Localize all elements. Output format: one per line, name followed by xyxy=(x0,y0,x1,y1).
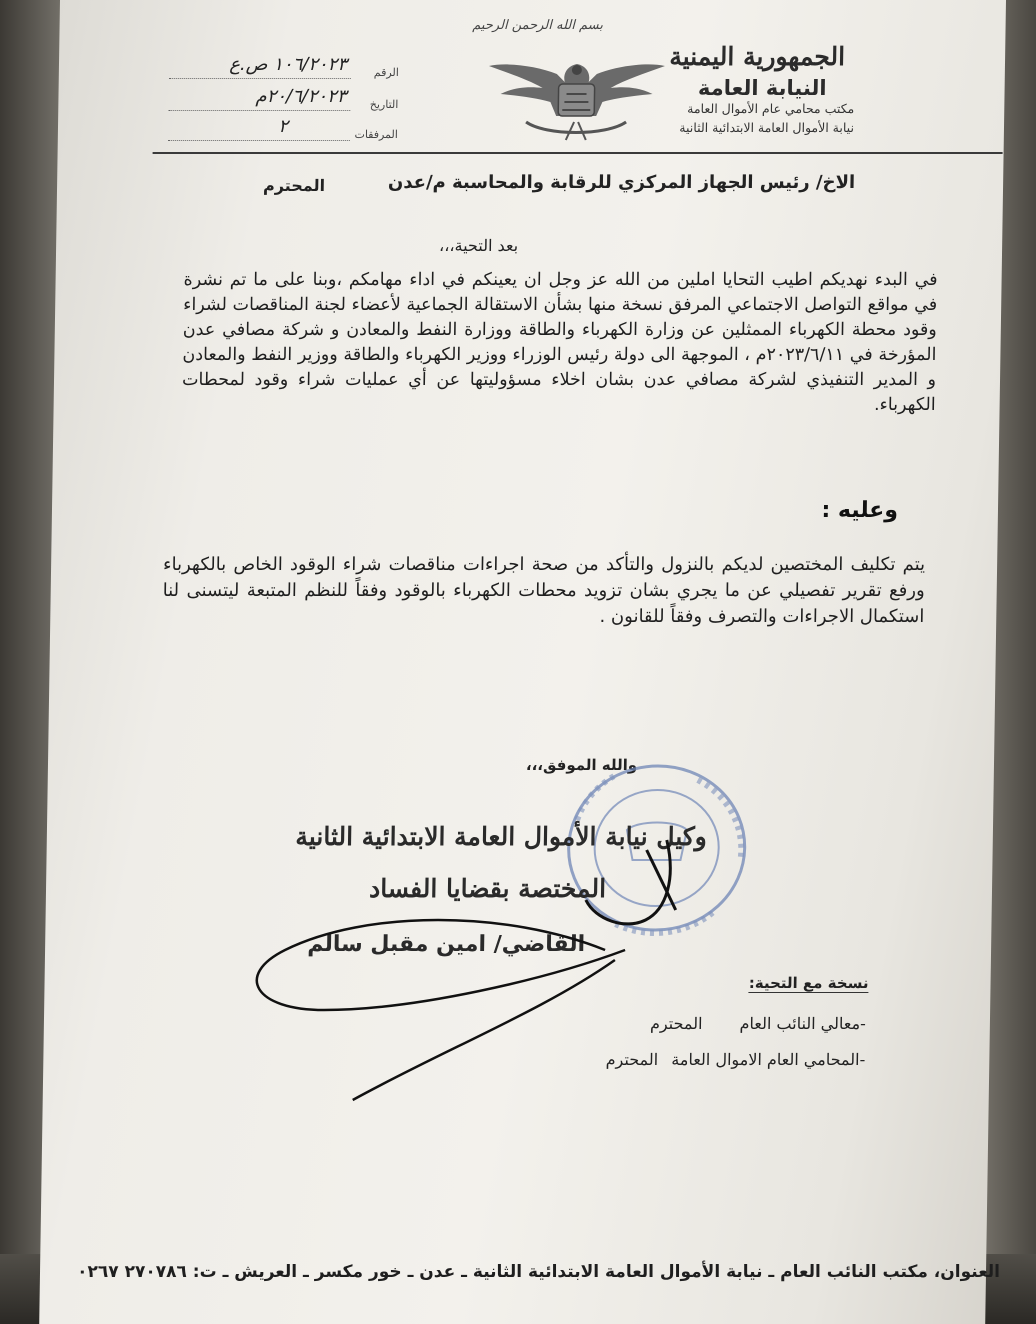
copies-heading: نسخة مع التحية: xyxy=(748,974,869,992)
paragraph-2: يتم تكليف المختصين لديكم بالنزول والتأكد من صحة اجراءات مناقصات شراء الوقود الخاص بالكهرباء ورفع تقرير تفصيلي عن ما يجري بشان تزويد محطات الكهرباء بالوقود وفقاً للنظم المتبعة ليتسنى لنا استكمال الاجراءات والتصرف وفقاً للقانون . xyxy=(162,554,926,627)
signature-title-line: وكيل نيابة الأموال العامة الابتدائية الثانية xyxy=(295,822,708,851)
meta-date-row xyxy=(168,86,399,116)
meta-attachments-line xyxy=(168,140,350,141)
meta-number-row xyxy=(169,54,399,84)
meta-attachments-label: المرفقات xyxy=(354,128,398,141)
signature-specialty-line: المختصة بقضايا الفساد xyxy=(368,874,607,903)
letter-paper xyxy=(39,0,1006,1324)
paragraph-1: في البدء نهديكم اطيب التحايا املين من الله عز وجل ان يعينكم في اداء مهامكم ،وبنا على ما تم نشرة في مواقع التواصل الاجتماعي المرفق نسخة منها بشأن الاستقالة الجماعية لأعضاء لجنة المناقصات لشراء وقود محطة الكهرباء الممثلين عن وزارة الكهرباء والطاقة ووزارة النفط والمعادن و شركة مصافي عدن المؤرخة في ٢٠٢٣/٦/١١م ، الموجهة الى دولة رئيس الوزراء ووزير الكهرباء والطاقة ووزير النفط والمعادن و المدير التنفيذي لشركة مصافي عدن بشان اخلاء مسؤوليتها عن أي عمليات شراء وقود لمحطات الكهرباء. xyxy=(181,270,938,415)
signature-name-line: القاضي/ امين مقبل سالم xyxy=(307,932,586,957)
closing-text: والله الموفق،،، xyxy=(525,756,638,774)
meta-date-value: ٢٠/٦/٢٠٢٣م xyxy=(255,86,347,107)
footer-address: العنوان، مكتب النائب العام ـ نيابة الأموال العامة الابتدائية الثانية ـ عدن ـ خور مكسر ـ العريش ـ ت: ٢٧٠٧٨٦ ٠٢٦٧ xyxy=(77,1262,1000,1282)
prosecution-title: النيابة العامة xyxy=(697,76,827,100)
copy-recipient-2-suffix: المحترم xyxy=(605,1050,659,1069)
meta-attachments-value: ٢ xyxy=(278,116,289,137)
therefore-heading: وعليه : xyxy=(821,498,899,523)
meta-date-label: التاريخ xyxy=(369,98,399,111)
meta-number-value: ١٠٦/٢٠٢٣ ص.ع xyxy=(229,54,348,75)
copy-recipient-1-suffix: المحترم xyxy=(649,1014,703,1033)
meta-attachments-row xyxy=(168,116,398,146)
copy-recipient-2 xyxy=(606,1050,866,1069)
respected-label: المحترم xyxy=(262,176,326,195)
office-line-2: نيابة الأموال العامة الابتدائية الثانية xyxy=(679,120,855,135)
copy-recipient-1 xyxy=(650,1014,866,1033)
meta-date-line xyxy=(168,110,350,111)
addressee-line: الاخ/ رئيس الجهاز المركزي للرقابة والمحاسبة م/عدن xyxy=(387,172,856,193)
copy-recipient-2-name: -المحامي العام الاموال العامة xyxy=(671,1050,866,1069)
bismillah-text: بسم الله الرحمن الرحيم xyxy=(472,18,604,33)
meta-number-label: الرقم xyxy=(373,66,399,79)
header-divider xyxy=(153,152,1003,154)
meta-number-line xyxy=(169,78,351,79)
handwritten-signature-icon xyxy=(242,800,727,1130)
copy-recipient-1-name: -معالي النائب العام xyxy=(739,1014,867,1033)
greeting-text: بعد التحية،،، xyxy=(438,236,519,255)
office-line-1: مكتب محامي عام الأموال العامة xyxy=(687,101,855,116)
republic-title: الجمهورية اليمنية xyxy=(669,42,846,71)
